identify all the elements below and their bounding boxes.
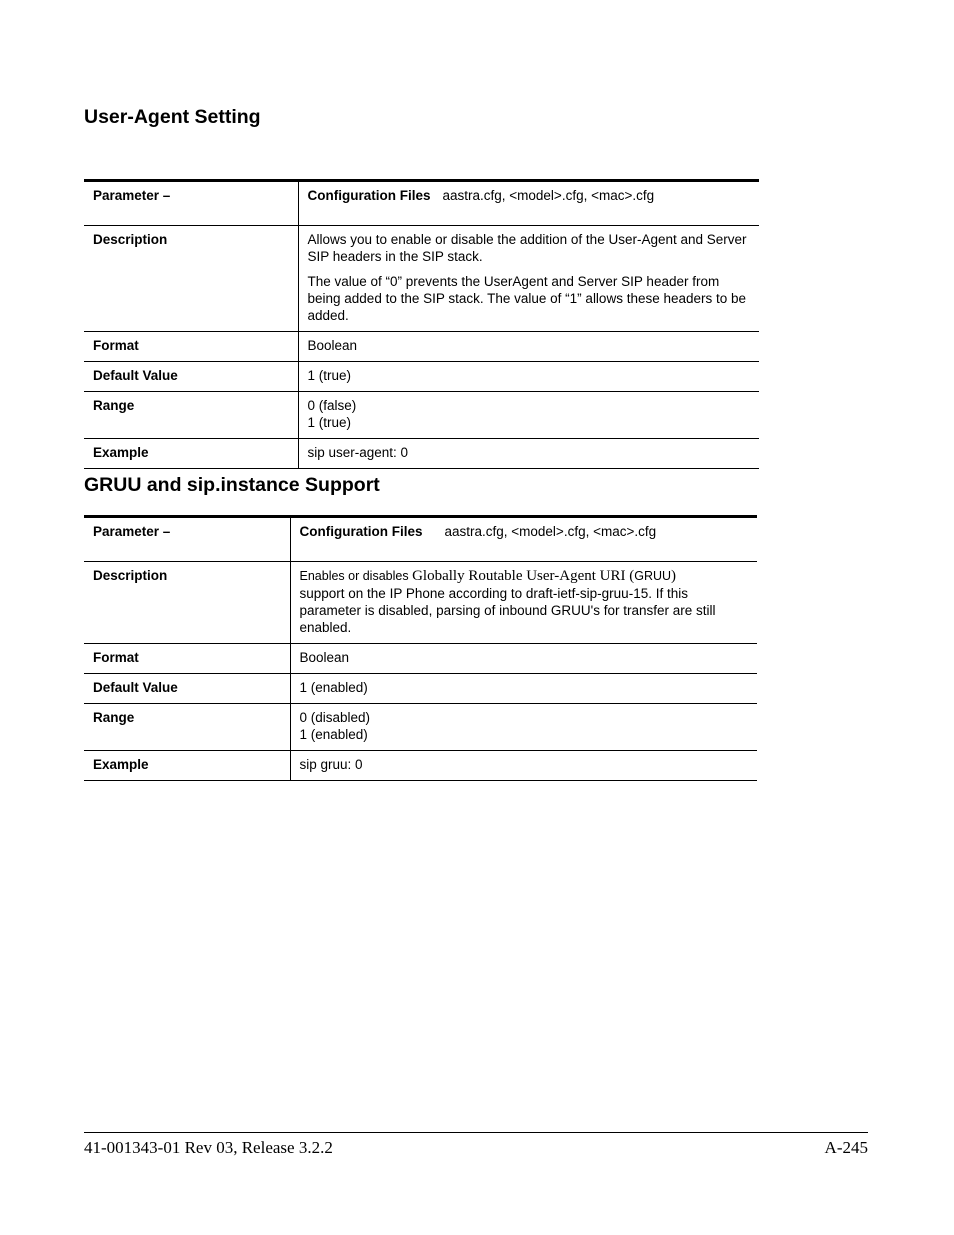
description-text-4: ) — [671, 568, 677, 584]
config-files-value: aastra.cfg, <model>.cfg, <mac>.cfg — [444, 524, 657, 539]
format-label: Format — [84, 332, 298, 362]
parameter-label: Parameter – — [93, 188, 171, 203]
table-row-format — [84, 644, 757, 674]
description-text-1: Enables or disables — [299, 569, 413, 583]
range-value-1: 0 (false) — [307, 398, 357, 413]
table-row-format — [84, 332, 759, 362]
config-files-cell — [298, 181, 759, 226]
description-paragraph-1: Allows you to enable or disable the addition of the User-Agent and Server SIP headers in the SIP stack. — [307, 232, 747, 264]
table-row-default-value — [84, 362, 759, 392]
range-value-2: 1 (true) — [307, 415, 352, 430]
range-value — [290, 704, 757, 751]
footer-page-number: A-245 — [824, 1138, 868, 1157]
config-files-cell — [290, 517, 757, 562]
section-title-gruu: GRUU and sip.instance Support — [84, 474, 380, 496]
default-value-label: Default Value — [84, 674, 290, 704]
description-paragraph-2: The value of “0” prevents the UserAgent and Server SIP header from being added to the SIP stack. The value of “1” allows these headers to be added. — [307, 274, 747, 323]
range-value-2: 1 (enabled) — [299, 727, 368, 742]
user-agent-parameter-table — [84, 179, 759, 469]
range-label: Range — [84, 704, 290, 751]
description-text-5: support on the IP Phone according to draft-ietf-sip-gruu-15. If this parameter is disabled, parsing of inbound GRUU's for transfer are still enabled. — [299, 586, 716, 635]
example-value: sip gruu: 0 — [290, 751, 757, 781]
table-row-example — [84, 439, 759, 469]
default-value: 1 (true) — [298, 362, 759, 392]
config-files-label: Configuration Files — [299, 524, 423, 539]
example-label: Example — [84, 439, 298, 469]
footer-divider — [84, 1132, 868, 1133]
range-label: Range — [84, 392, 298, 439]
config-files-value: aastra.cfg, <model>.cfg, <mac>.cfg — [442, 188, 655, 203]
format-value: Boolean — [290, 644, 757, 674]
parameter-label-cell — [84, 517, 290, 562]
table-row-parameter — [84, 181, 759, 226]
description-value — [290, 562, 757, 644]
description-label: Description — [84, 562, 290, 644]
format-value: Boolean — [298, 332, 759, 362]
example-label: Example — [84, 751, 290, 781]
default-value: 1 (enabled) — [290, 674, 757, 704]
table-row-parameter — [84, 517, 757, 562]
format-label: Format — [84, 644, 290, 674]
table-row-description — [84, 562, 757, 644]
table-row-default-value — [84, 674, 757, 704]
range-value-1: 0 (disabled) — [299, 710, 371, 725]
description-value — [298, 226, 759, 332]
parameter-label: Parameter – — [93, 524, 171, 539]
table-row-range — [84, 392, 759, 439]
description-label: Description — [84, 226, 298, 332]
table-row-range — [84, 704, 757, 751]
description-text-2: Globally Routable User-Agent URI ( — [412, 568, 635, 584]
config-files-label: Configuration Files — [307, 188, 431, 203]
description-text-3: GRUU — [634, 569, 672, 583]
parameter-label-cell — [84, 181, 298, 226]
section-title-user-agent: User-Agent Setting — [84, 106, 261, 128]
example-value: sip user-agent: 0 — [298, 439, 759, 469]
table-row-description — [84, 226, 759, 332]
default-value-label: Default Value — [84, 362, 298, 392]
gruu-parameter-table — [84, 515, 757, 781]
range-value — [298, 392, 759, 439]
table-row-example — [84, 751, 757, 781]
footer-document-id: 41-001343-01 Rev 03, Release 3.2.2 — [84, 1138, 333, 1157]
